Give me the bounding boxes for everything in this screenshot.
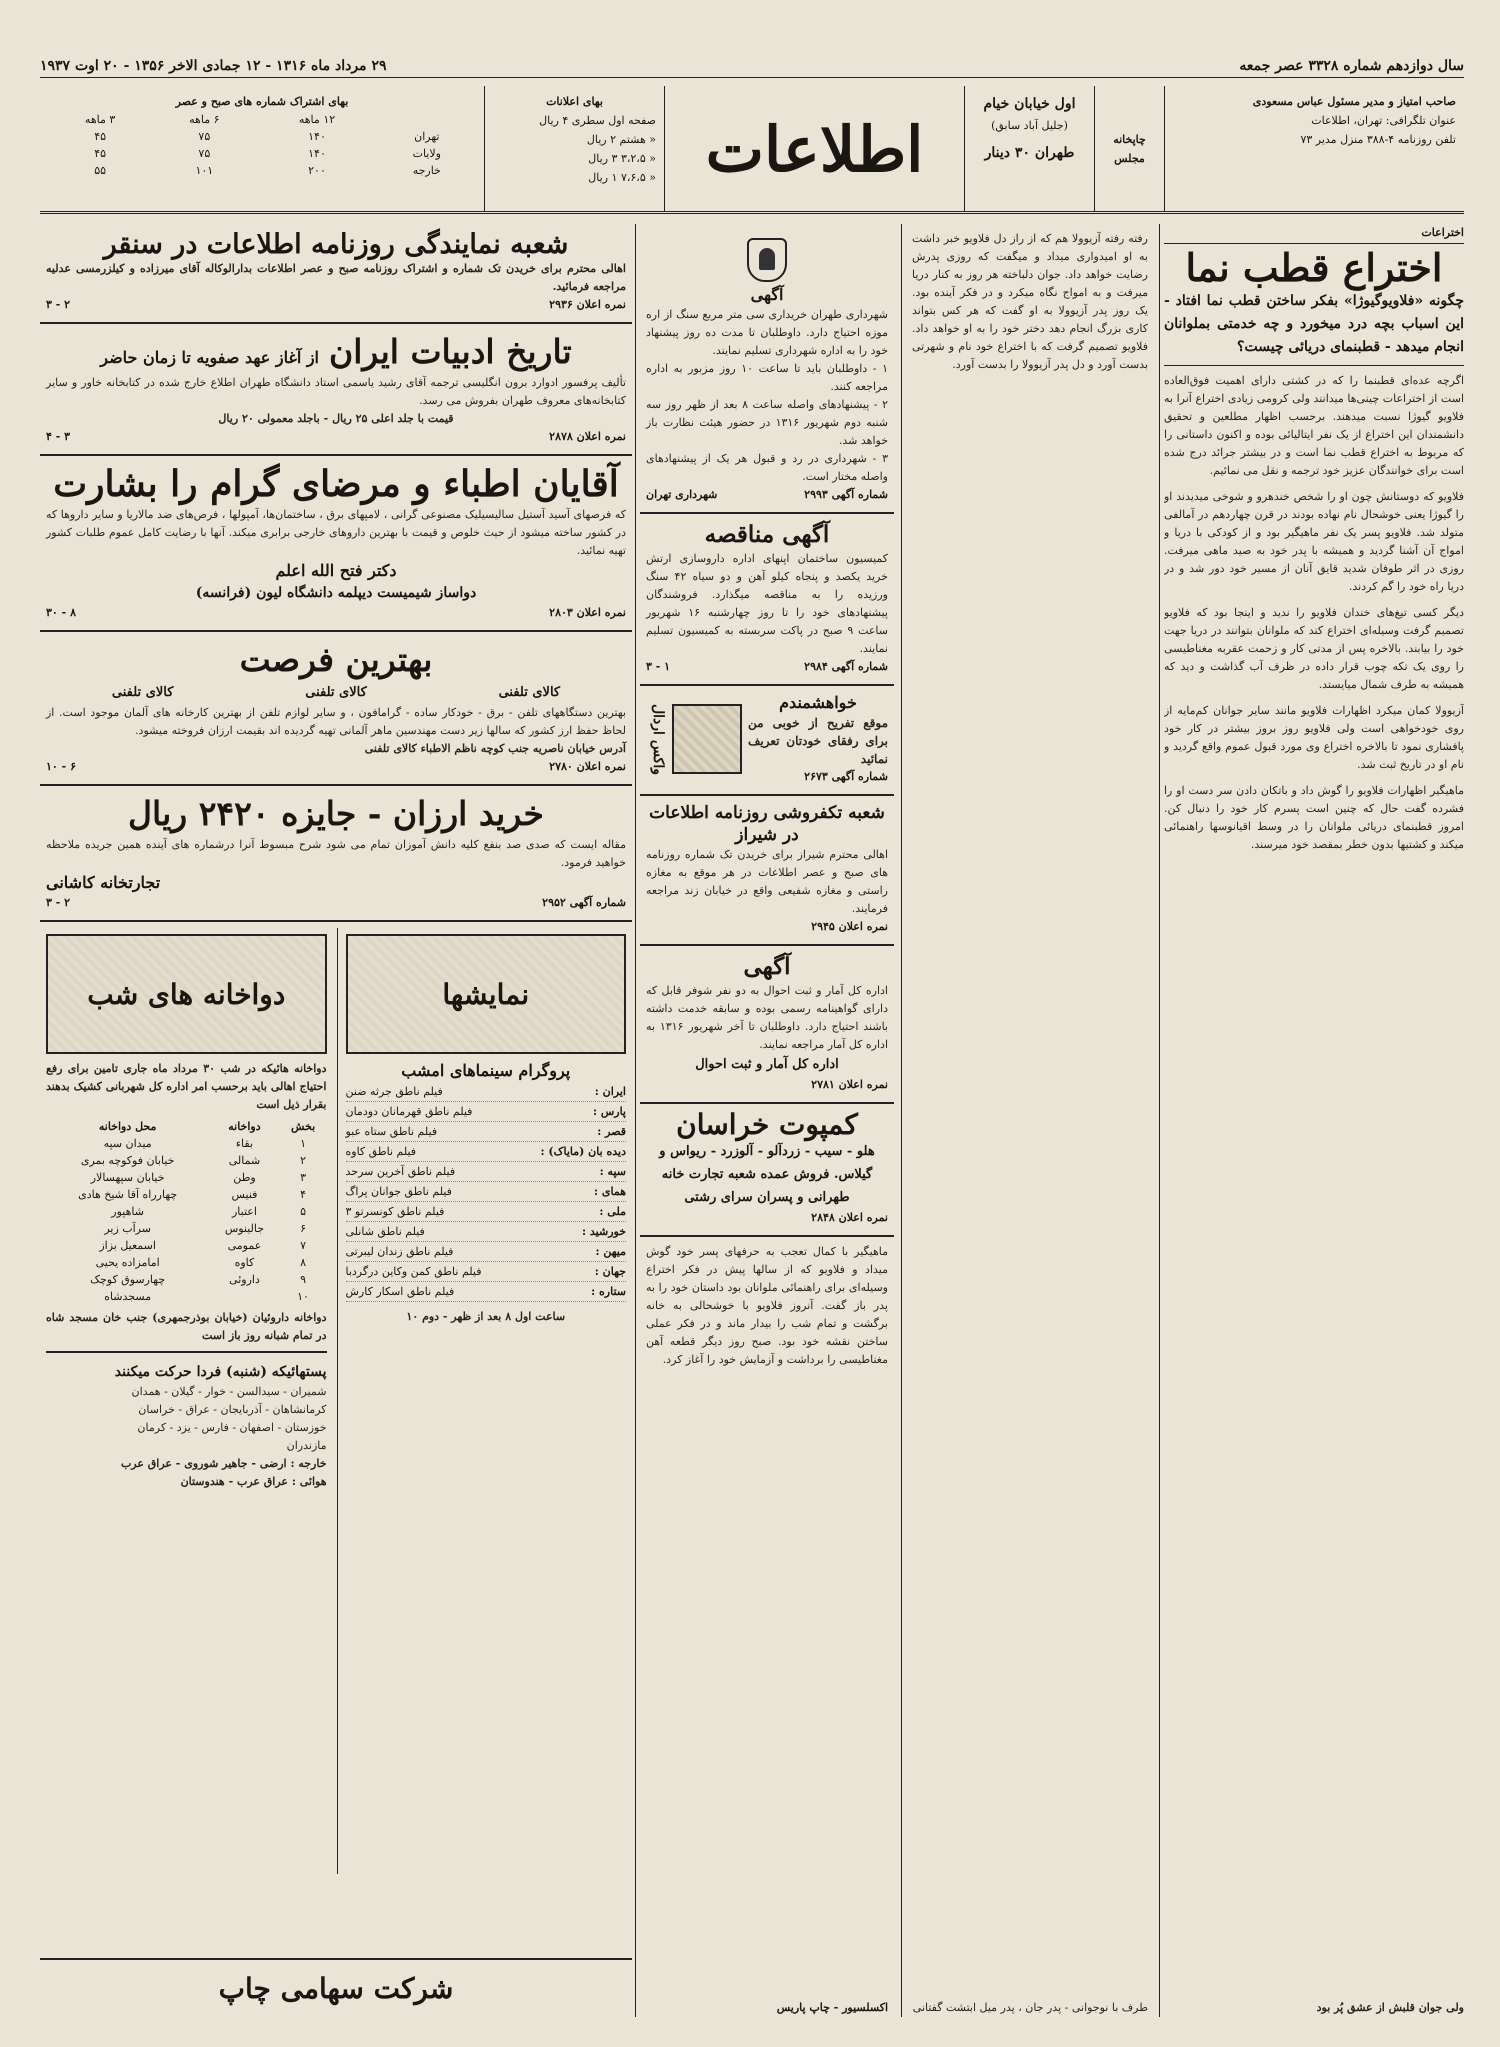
cinema-section — [337, 928, 627, 1874]
cinema-item — [346, 1082, 627, 1102]
stats-body: اداره کل آمار و ثبت احوال به دو نفر شوفر قابل که دارای گواهینامه رسمی بوده و سابقه خدمت داشته باشند احتیاج دارد. داوطلبان تا آخر شهریور ۱۳۱۶ به اداره کل آمار مراجعه نمایند. — [646, 984, 888, 1051]
shiraz-body: اهالی محترم شیراز برای خریدن تک شماره روزنامه های صبح و عصر اطلاعات در هر موقع به مغازه راستی و مغازه شفیعی واقع در خیابان زند مراجعه فرمایند. — [646, 848, 888, 915]
post-row: کرمانشاهان - آذربایجان - عراق - خراسان — [138, 1403, 327, 1416]
history-book-ad — [40, 324, 632, 456]
cinema-item — [346, 1122, 627, 1142]
pharmacy-cell: شاهپور — [111, 1205, 144, 1218]
doctors-ad — [40, 456, 632, 632]
article-title: اختراع قطب نما — [1185, 245, 1443, 290]
company-name: شرکت سهامی چاپ — [40, 1958, 632, 2017]
article-paragraph: دیگر کسی تیغ‌های خندان فلاویو را ندید و اینجا بود که فلاویو تصمیم گرفت وسیله‌ای اختراع کند که ملوانان بتوانند در دریا جهت خود را بیابند. بالاخره پس از مدتی کار و زحمت عقربه مغناطیسی را روی یک تکه چوب قرار داده در ظرف آب گذاشت و دید که همیشه به طرف شمال میایستد. — [1164, 606, 1464, 691]
pharmacy-cell: فنیس — [231, 1188, 258, 1201]
telegraph: عنوان تلگرافی: تهران، اطلاعات — [1311, 114, 1456, 127]
subs-cell: ۴۵ — [94, 130, 107, 143]
pharmacy-row — [46, 1220, 327, 1237]
pharmacy-cell: وطن — [233, 1171, 256, 1184]
pharmacy-row — [46, 1254, 327, 1271]
opportunity-ref — [46, 758, 626, 776]
pharmacy-cell: چهارراه آقا شیخ هادی — [78, 1188, 178, 1201]
notice-ref-number: شماره آگهی ۲۹۹۳ — [804, 488, 888, 501]
story-continued: ماهیگیر با کمال تعجب به حرفهای پسر خود گوش میداد و فلاویو که از سالها پیش در فکر اختراع وسیله‌ای برای راهنمائی ملوانان بود داستان خود را به پدر باز گفت. آنروز فلاویو با خوشحالی به خانه برگشت و تمام شب را بیدار ماند و در فکر عملی ساختن نقشه خود بود. صبح روز دیگر قطعه آهن مغناطیسی را برداشت و آزمایش خود را آغاز کرد. — [646, 1245, 888, 1366]
story-footer: طرف با نوجوانی - پدر جان ، پدر میل ابتشت گفتانی — [912, 2001, 1148, 2014]
ads-price-box — [484, 86, 664, 211]
pharmacy-cell: ۱ — [300, 1137, 307, 1150]
history-ref-number: نمره اعلان ۲۸۷۸ — [549, 430, 626, 443]
cinema-film: فیلم ناطق کمن وکاین درگردبا — [345, 1265, 482, 1278]
cheap-end: ۲ - ۳ — [46, 896, 71, 909]
pharmacy-section — [46, 928, 327, 1874]
subs-head: ۳ ماهه — [84, 113, 116, 126]
sonqor-body: اهالی محترم برای خریدن تک شماره و اشتراک روزنامه صبح و عصر اطلاعات بدارالوکاله آقای میرزاده و کیلزرمسی عدلیه مراجعه فرمائید. — [46, 262, 626, 293]
opportunity-ad — [40, 632, 632, 786]
doctors-ref-number: نمره اعلان ۲۸۰۳ — [549, 606, 626, 619]
history-end: ۳ - ۴ — [46, 430, 71, 443]
cinema-banner-text: نمایشها — [348, 936, 625, 1052]
price: طهران ۳۰ دینار — [984, 145, 1075, 161]
pharmacy-head: بخش — [290, 1120, 316, 1133]
history-ref — [46, 428, 626, 446]
history-subtitle: از آغاز عهد صفویه تا زمان حاضر — [100, 348, 319, 367]
pharmacy-cell — [209, 1288, 279, 1305]
pharmacy-cell: ۷ — [300, 1239, 307, 1252]
pharmacy-table — [46, 1118, 327, 1305]
pharmacy-row — [46, 1169, 327, 1186]
cheap-body: مقاله ایست که صدی صد بنفع کلیه دانش آموزان تمام می شود شرح مبسوط آنرا درشماره های آینده همین جریده ملاحظه خواهید فرمود. — [46, 838, 626, 869]
masthead — [40, 86, 1464, 214]
pharmacy-row — [46, 1186, 327, 1203]
pharmacy-cell: جالینوس — [224, 1222, 265, 1235]
notice-item: ۳ - شهرداری در رد و قبول هر یک از پیشنهادهای واصله مختار است. — [646, 452, 888, 483]
stats-title: آگهی — [743, 953, 791, 980]
doctors-ref — [46, 604, 626, 622]
ads-row: « هشتم ۲ ریال — [586, 133, 656, 146]
notice-item: ۲ - پیشنهادهای واصله ساعت ۸ بعد از ظهر روز سه شنبه دوم شهریور ۱۳۱۶ در حضور هیئت نظارت باز خواهد شد. — [646, 398, 888, 447]
notice-item: ۱ - داوطلبان باید تا ساعت ۱۰ روز مزبور به اداره مراجعه کنند. — [646, 362, 888, 393]
column-ads — [40, 224, 632, 2017]
cheap-ref — [46, 894, 626, 912]
sonqor-branch-notice — [40, 224, 632, 324]
story-continued: رفته رفته آزیوولا هم که از راز دل فلاویو خبر داشت به او امیدواری میداد و میگفت که روزی پدرش رضایت خواهد داد. جوان دلباخته هر روز به کنار دریا میرفت و به امواج نگاه میکرد و در فکر آینده بود. یک روز پدر آزیوولا به او گفت که هر کس بتواند کاری بزرگ انجام دهد دختر خود را به او خواهد داد. فلاویو تصمیم گرفت که با اختراع خود نام و شهرتی بدست آورد و دل پدر آزیوولا را بدست آورد. — [912, 232, 1148, 371]
pharmacy-cell: عمومی — [227, 1239, 262, 1252]
section-label: اختراعات — [1164, 224, 1464, 244]
cinema-title: پروگرام سینماهای امشب — [401, 1061, 571, 1080]
cinema-item — [346, 1242, 627, 1262]
print-house: چاپخانه مجلس — [1113, 132, 1146, 165]
post-row: خوزستان - اصفهان - فارس - یزد - کرمان — [137, 1421, 327, 1434]
issue-line: سال دوازدهم شماره ۳۳۲۸ عصر جمعه — [1239, 57, 1464, 74]
doctors-sign: دکتر فتح الله اعلم — [275, 561, 397, 580]
pharmacy-intro: دواخانه هائیکه در شب ۳۰ مرداد ماه جاری تامین برای رفع احتیاج اهالی باید برحسب امر اداره کل شهربانی کشیک بدهند بقرار ذیل است — [46, 1062, 327, 1111]
cinema-film: فیلم ناطق کاوه — [345, 1145, 417, 1158]
pharmacy-cell: اعتبار — [231, 1205, 257, 1218]
wax-brand: واکس اردال — [650, 703, 666, 775]
column-invention — [1164, 224, 1464, 2017]
pharmacy-cell: خیابان فوکوچه بمری — [80, 1154, 175, 1167]
pharmacy-cell: مسجدشاه — [104, 1290, 152, 1303]
article-paragraph: اگرچه عده‌ای قطبنما را که در کشتی دارای اهمیت فوق‌العاده است از اختراعات چینی‌ها میدانند ولی کرومی زیادی اختراع آنرا به فلاویو گیوژا نسبت میدهند. برحسب اظهار مطلعین و تحقیق دانشمندان این اختراع از یک نفر ایتالیائی بوده و اکنون داستانی را که مربوط به اختراع قطب نما است و در بیشتر جرائد درج شده است برای خوانندگان عزیز خود ترجمه و نقل می نمائیم. — [1164, 374, 1464, 477]
tender-end: ۱ - ۳ — [646, 660, 671, 673]
notice-caption: آگهی — [750, 285, 784, 304]
tender-ref — [646, 658, 888, 676]
tender-body: کمیسیون ساختمان اپنهای اداره داروسازی ارتش خرید یکصد و پنجاه کیلو آهن و دو سیاه ۴۲ سنگ ورزیده را به مناقصه میگذارد. فروشندگان پیشنهادهای خود را تا روز چهارشنبه ۱۶ شهریور ساعت ۹ صبح در پاکت سربسته به کمیسیون تسلیم نمایند. — [646, 552, 888, 655]
pharmacy-head: دواخانه — [228, 1120, 261, 1133]
opportunity-ref-number: نمره اعلان ۲۷۸۰ — [549, 760, 626, 773]
article-footer: ولی جوان قلبش از عشق پُر بود — [1316, 2001, 1464, 2014]
cinema-item — [346, 1162, 627, 1182]
wax-ad — [640, 686, 894, 796]
cinema-list — [346, 1082, 627, 1302]
doctors-end: ۸ - ۳۰ — [46, 606, 76, 619]
cinema-film: فیلم ناطق جرثه ضنن — [345, 1085, 443, 1098]
opportunity-body: بهترین دستگاههای تلفن - برق - خودکار ساده - گرامافون ، و سایر لوازم تلفن از بهترین کارخانه های آلمان موجود است. از لحاظ حفظ ارز کشور که سالها زیر دست مهندسین ماهر آلمانی تهیه گردیده اند بقیمت ارزان فروخته میشود. — [46, 706, 626, 737]
post-title: پستهائیکه (شنبه) فردا حرکت میکنند — [114, 1364, 327, 1380]
ads-row: صفحه اول سطری ۴ ریال — [539, 114, 656, 127]
column-notices — [640, 224, 894, 2017]
pharmacy-cell: ۴ — [300, 1188, 307, 1201]
subs-cell: ۱۴۰ — [308, 130, 326, 143]
subs-cell: ۱۴۰ — [308, 147, 326, 160]
subs-cell: ۱۰۱ — [195, 164, 214, 177]
cinema-name: ملی : — [599, 1205, 626, 1218]
pharmacy-cell: امامزاده یحیی — [95, 1256, 160, 1269]
story-source: اکسلسیور - چاپ پاریس — [776, 2001, 888, 2014]
pharmacy-row — [46, 1152, 327, 1169]
pharmacy-cell: بقاء — [235, 1137, 254, 1150]
wax-title: خواهشمندم — [779, 693, 857, 712]
cinema-item — [346, 1282, 627, 1302]
wax-ref: شماره آگهی ۲۶۷۳ — [804, 770, 888, 783]
pharmacy-row — [46, 1203, 327, 1220]
cinema-film: فیلم ناطق زندان لیبرتی — [345, 1245, 454, 1258]
tender-title: آگهی مناقصه — [704, 521, 830, 548]
compote-title: کمپوت خراسان — [676, 1108, 858, 1141]
notice-body: شهرداری طهران خریداری سی متر مربع سنگ از اره موزه احتیاج دارد. داوطلبان تا مدت ده روز پیشنهاد خود را به اداره شهرداری تسلیم نمایند. — [646, 308, 888, 357]
pharmacy-cell: ۹ — [300, 1273, 307, 1286]
history-price: قیمت با جلد اعلی ۲۵ ریال - باجلد معمولی ۲۰ ریال — [218, 412, 454, 425]
pharmacy-cell: داروئی — [229, 1273, 260, 1286]
subs-head: ۱۲ ماهه — [298, 113, 336, 126]
pharmacy-banner — [46, 934, 327, 1054]
lion-sun-emblem-icon — [747, 238, 787, 282]
pharmacy-head: محل دواخانه — [98, 1120, 157, 1133]
address-sub: (جلیل آباد سابق) — [991, 119, 1068, 132]
opportunity-cols — [46, 682, 626, 704]
cheap-ref-number: شماره آگهی ۲۹۵۲ — [542, 896, 626, 909]
subs-cell: ۵۵ — [94, 164, 107, 177]
cinema-item — [346, 1262, 627, 1282]
cinema-film: فیلم ناطق شانلی — [345, 1225, 425, 1238]
address-box — [964, 86, 1094, 211]
opportunity-address: آدرس خیابان ناصریه جنب کوچه ناظم الاطباء کالای تلفنی — [364, 742, 626, 755]
pharmacy-cell: شمالی — [228, 1154, 261, 1167]
pharmacy-cell: میدان سپه — [103, 1137, 152, 1150]
subs-head: ۶ ماهه — [189, 113, 220, 126]
notice-sign: شهرداری تهران — [646, 488, 718, 501]
subs-cell: تهران — [414, 130, 440, 143]
column-story-left — [906, 224, 1154, 2017]
cinema-name: سپه : — [599, 1165, 626, 1178]
pharmacy-cell: ۸ — [300, 1256, 307, 1269]
pharmacy-cell: سرآب زیر — [104, 1222, 151, 1235]
opportunity-col: کالای تلفنی — [498, 685, 561, 700]
tender-notice — [640, 514, 894, 686]
cinema-name: دیده بان (مایاک) : — [540, 1145, 626, 1158]
column-rule — [1159, 224, 1160, 2017]
pharmacy-row — [46, 1271, 327, 1288]
cinema-film: فیلم ناطق جوانان پراگ — [345, 1185, 452, 1198]
subs-cell: ۲۰۰ — [308, 164, 326, 177]
pharmacy-cell: ۳ — [300, 1171, 307, 1184]
doctors-body: که فرصهای آسید آستیل سالیسیلیک مصنوعی گرانی ، لامپهای برق ، ساختمان‌ها، آمپولها ، فرص‌های ضد مالاریا و سایر داروها که در کشور ساخته میشود از حیث خلوص و قیمت با بهترین داروهای خارجی برابری میکند. آنها با رضایت کامل عموم طلبات کشور تهیه نمائید. — [46, 508, 627, 557]
sonqor-title: شعبه نمایندگی روزنامه اطلاعات در سنقر — [103, 229, 569, 260]
compote-body: هلو - سیب - زردآلو - آلوزرد - ریواس و گیلاس. فروش عمده شعبه تجارت خانه طهرانی و پسران سرای رشتی — [659, 1144, 875, 1205]
opportunity-col: کالای تلفنی — [305, 685, 367, 700]
cheap-sign: تجارتخانه کاشانی — [46, 873, 161, 892]
pharmacy-note: دواخانه داروئیان (خیابان بوذرجمهری) جنب خان مسجد شاه در تمام شبانه روز باز است — [46, 1309, 327, 1353]
stats-notice — [640, 946, 894, 1104]
pharmacy-cell: اسمعیل بزاز — [99, 1239, 156, 1252]
history-title: تاریخ ادبیات ایران — [329, 332, 572, 371]
compote-ref: نمره اعلان ۲۸۴۸ — [811, 1211, 888, 1224]
sonqor-ref-number: نمره اعلان ۲۹۳۶ — [549, 298, 626, 311]
opportunity-title: بهترین فرصت — [239, 640, 433, 679]
notice-ref — [646, 486, 888, 504]
cinema-name: میهن : — [595, 1245, 626, 1258]
pharmacy-cell: چهارسوق کوچک — [90, 1273, 166, 1286]
pharmacy-row — [46, 1135, 327, 1152]
cinema-item — [346, 1202, 627, 1222]
post-row: شمیران - سیدالسن - خوار - گیلان - همدان — [131, 1385, 327, 1398]
cinema-film: فیلم ناطق ستاه عبو — [345, 1125, 438, 1138]
cinema-film: فیلم ناطق اسکار کارش — [345, 1285, 455, 1298]
article-paragraph: ماهیگیر اظهارات فلاویو را گوش داد و باتکان دادن سر دست او را فشرده گفت حال که چنین است پسرم کار خود را دنبال کن. امروز قطبنمای دریائی ملوانان را در وسط اقیانوسها راهنمائی میکند و کشتیها بدون خطر بمقصد خود میرسند. — [1164, 784, 1464, 851]
column-rule — [635, 224, 636, 2017]
wax-body: موقع تفریح از خوبی من برای رفقای خودتان تعریف نمائید — [748, 716, 888, 766]
cinema-item — [346, 1182, 627, 1202]
municipality-notice — [640, 224, 894, 514]
cinema-name: ستاره : — [591, 1285, 626, 1298]
pharmacy-cell: ۵ — [300, 1205, 307, 1218]
ads-title: بهای اعلانات — [546, 95, 603, 108]
subs-cell: ۷۵ — [198, 147, 211, 160]
shiraz-notice — [640, 796, 894, 946]
cinema-times: ساعت اول ۸ بعد از ظهر - دوم ۱۰ — [406, 1310, 566, 1323]
subscription-box — [40, 86, 484, 211]
cinema-film: فیلم ناطق قهرمانان دودمان — [345, 1105, 473, 1118]
print-box — [1094, 86, 1164, 211]
subs-cell: خارجه — [412, 164, 441, 177]
ads-row: « ۳،۲،۵ ۳ ریال — [588, 152, 656, 165]
subs-cell: ۴۵ — [94, 147, 107, 160]
owner-box — [1164, 86, 1464, 211]
pharmacy-cell: ۲ — [300, 1154, 307, 1167]
frog-illustration-icon — [672, 704, 742, 774]
column-rule — [901, 224, 902, 2017]
tender-ref-number: شماره آگهی ۲۹۸۴ — [804, 660, 888, 673]
article-lead: چگونه «فلاویوگیوژا» بفکر ساختن قطب نما افتاد - این اسباب بچه درد میخورد و چه خدمتی بملوانان انجام میدهد - قطبنمای دریائی چیست؟ — [1164, 290, 1464, 366]
post-row: مازندران — [286, 1439, 327, 1452]
owner: صاحب امتیاز و مدیر مسئول عباس مسعودی — [1252, 95, 1456, 108]
cinema-name: پارس : — [592, 1105, 626, 1118]
subs-title: بهای اشتراک شماره های صبح و عصر — [175, 95, 349, 108]
cinema-name: جهان : — [594, 1265, 626, 1278]
shiraz-ref: نمره اعلان ۲۹۴۵ — [811, 920, 888, 933]
cinema-name: خورشید : — [582, 1225, 626, 1238]
stats-ref: نمره اعلان ۲۷۸۱ — [811, 1078, 888, 1091]
cinema-name: همای : — [593, 1185, 626, 1198]
cinema-name: ایران : — [594, 1085, 626, 1098]
cheap-ad — [40, 786, 632, 922]
cinema-item — [346, 1142, 627, 1162]
pharmacy-cell: کاوه — [234, 1256, 255, 1269]
cinema-film: فیلم ناطق کونسرتو ۳ — [345, 1205, 445, 1218]
subs-table — [48, 111, 476, 179]
opportunity-end: ۶ - ۱۰ — [46, 760, 76, 773]
newspaper-logo: اطلاعات — [664, 86, 964, 211]
sonqor-ref — [46, 296, 626, 314]
history-body: تألیف پرفسور ادوارد برون انگلیسی ترجمه آقای رشید یاسمی استاد دانشگاه طهران اطلاع خارج شده در کتابخانه خاور و سایر کتابخانه‌های معروف طهران بفروش می رسد. — [46, 376, 626, 407]
doctors-title: آقایان اطباء و مرضای گرام را بشارت — [53, 463, 619, 505]
subs-cell: ۷۵ — [198, 130, 211, 143]
cinema-name: قصر : — [597, 1125, 626, 1138]
pharmacy-banner-text: دواخانه های شب — [48, 936, 325, 1052]
pharmacy-cell: ۱۰ — [297, 1290, 309, 1303]
date-line: ۲۹ مرداد ماه ۱۳۱۶ - ۱۲ جمادی الاخر ۱۳۵۶ - ۲۰ اوت ۱۹۳۷ — [40, 57, 387, 74]
address-title: اول خیابان خیام — [983, 96, 1076, 112]
doctors-subtitle: دواساز شیمیست دیپلمه دانشگاه لیون (فرانسه) — [195, 585, 477, 601]
stats-sign: اداره کل آمار و ثبت احوال — [695, 1057, 839, 1072]
pharmacy-cell: ۶ — [300, 1222, 307, 1235]
compote-ad — [640, 1104, 894, 1237]
top-strip — [40, 54, 1464, 78]
article-paragraph: فلاویو که دوستانش چون او را شخص خندهرو و شوخی میدیدند او را گیوژا یعنی خوشحال نام نهاده بودند در قرن چهاردهم در آمالفی متولد شد. فلاویو پسر یک نفر ماهیگیر بود و از کودکی با دریا و امواج آن آشنا گردید و همیشه با پدر خود به صید ماهی میرفت. روزی در اثر طوفان شدید قایق آنان از مسیر خود دور شد و در دریا راه خود را گم کردند. — [1164, 490, 1464, 593]
ads-row: « ۷،۶،۵ ۱ ریال — [588, 171, 656, 184]
phone: تلفن روزنامه ۴-۳۸۸ منزل مدیر ۷۳ — [1300, 133, 1456, 146]
post-air: هوائی : عراق عرب - هندوستان — [180, 1475, 327, 1488]
shiraz-title: شعبه تکفروشی روزنامه اطلاعات در شیراز — [649, 803, 885, 845]
subs-cell: ولایات — [412, 147, 441, 160]
post-foreign: خارجه : ارضی - جاهیر شوروی - عراق عرب — [120, 1457, 327, 1470]
article-paragraph: آزیوولا کمان میکرد اظهارات فلاویو مانند سایر جوانان کم‌مایه از روی خودخواهی است ولی فلاویو روز بروز بیشتر در کار خود پافشاری نمود تا بالاخره اختراع وی مورد قبول عموم واقع گردید و نام او در تاریخ ثبت شد. — [1164, 704, 1464, 771]
pharmacy-cell: خیابان سپهسالار — [90, 1171, 165, 1184]
pharmacy-row — [46, 1237, 327, 1254]
cheap-title: خرید ارزان - جایزه ۲۴۲۰ ریال — [128, 794, 544, 833]
cinema-banner — [346, 934, 627, 1054]
opportunity-col: کالای تلفنی — [111, 685, 174, 700]
cinema-item — [346, 1102, 627, 1122]
cinema-film: فیلم ناطق آخرین سرحد — [345, 1165, 456, 1178]
cinema-item — [346, 1222, 627, 1242]
sonqor-end: ۲ - ۳ — [46, 298, 71, 311]
pharmacy-row — [46, 1288, 327, 1305]
